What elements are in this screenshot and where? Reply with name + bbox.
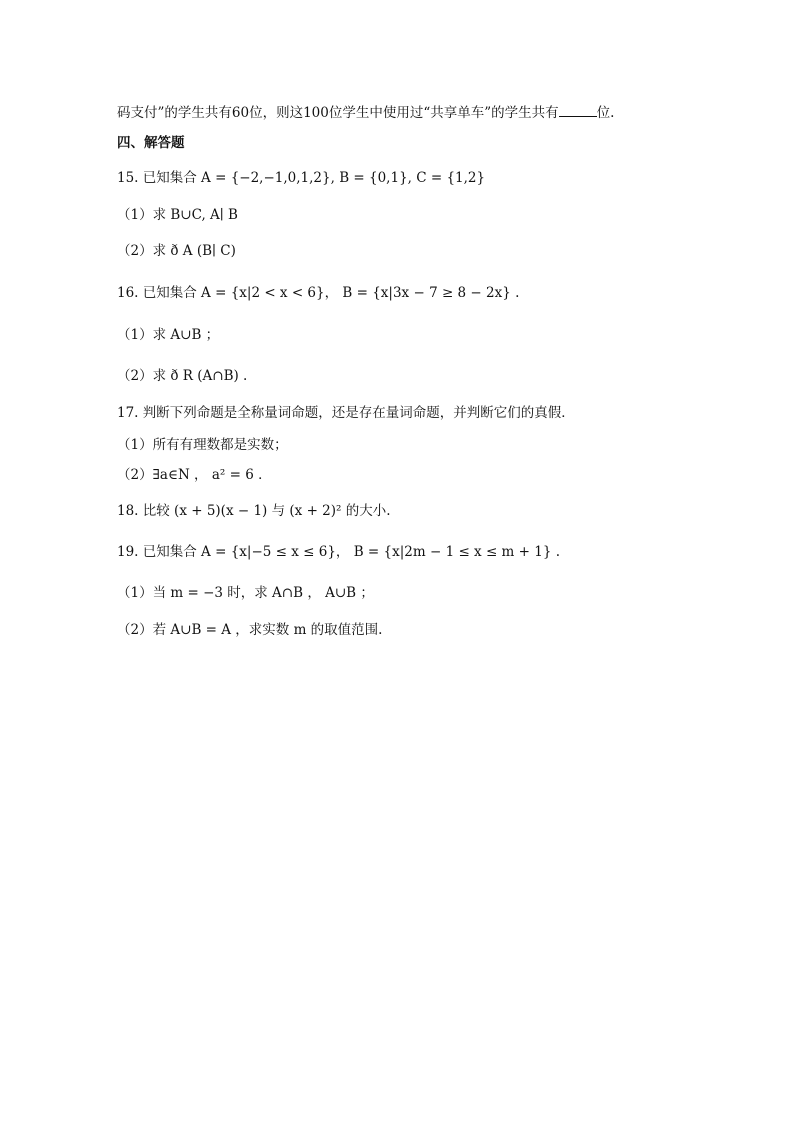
q15-part2: （2）求 ð A (B∣ C)	[117, 243, 236, 259]
intro-tail: 位.	[596, 105, 615, 121]
intro-text: 码支付”的学生共有60位，则这100位学生中使用过“共享单车”的学生共有	[117, 105, 559, 121]
intro-line	[117, 104, 614, 122]
q16-stem: 16. 已知集合 A = {x|2 < x < 6}， B = {x|3x − 7 ≥ 8 − 2x} .	[117, 285, 520, 301]
answer-blank	[559, 104, 597, 117]
q19-part2: （2）若 A∪B = A ，求实数 m 的取值范围.	[117, 622, 383, 638]
q17-stem: 17. 判断下列命题是全称量词命题，还是存在量词命题，并判断它们的真假．	[117, 405, 575, 421]
q17-part2: （2）∃a∈N ， a² = 6 ．	[117, 467, 272, 483]
q16-part1: （1）求 A∪B ；	[117, 327, 220, 343]
q17-part1: （1）所有有理数都是实数；	[117, 437, 288, 453]
q15-stem: 15. 已知集合 A = {−2,−1,0,1,2}, B = {0,1}, C = {1,2}	[117, 170, 486, 186]
q19-part1: （1）当 m = −3 时，求 A∩B ， A∪B ；	[117, 585, 374, 601]
section-heading: 四、解答题	[117, 135, 185, 151]
q18-stem: 18. 比较 (x + 5)(x − 1) 与 (x + 2)² 的大小.	[117, 503, 391, 519]
q19-stem: 19. 已知集合 A = {x|−5 ≤ x ≤ 6}， B = {x|2m − 1 ≤ x ≤ m + 1} .	[117, 544, 561, 560]
q16-part2: （2）求 ð R (A∩B) .	[117, 368, 248, 384]
q15-part1: （1）求 B∪C, A∣ B	[117, 207, 238, 223]
